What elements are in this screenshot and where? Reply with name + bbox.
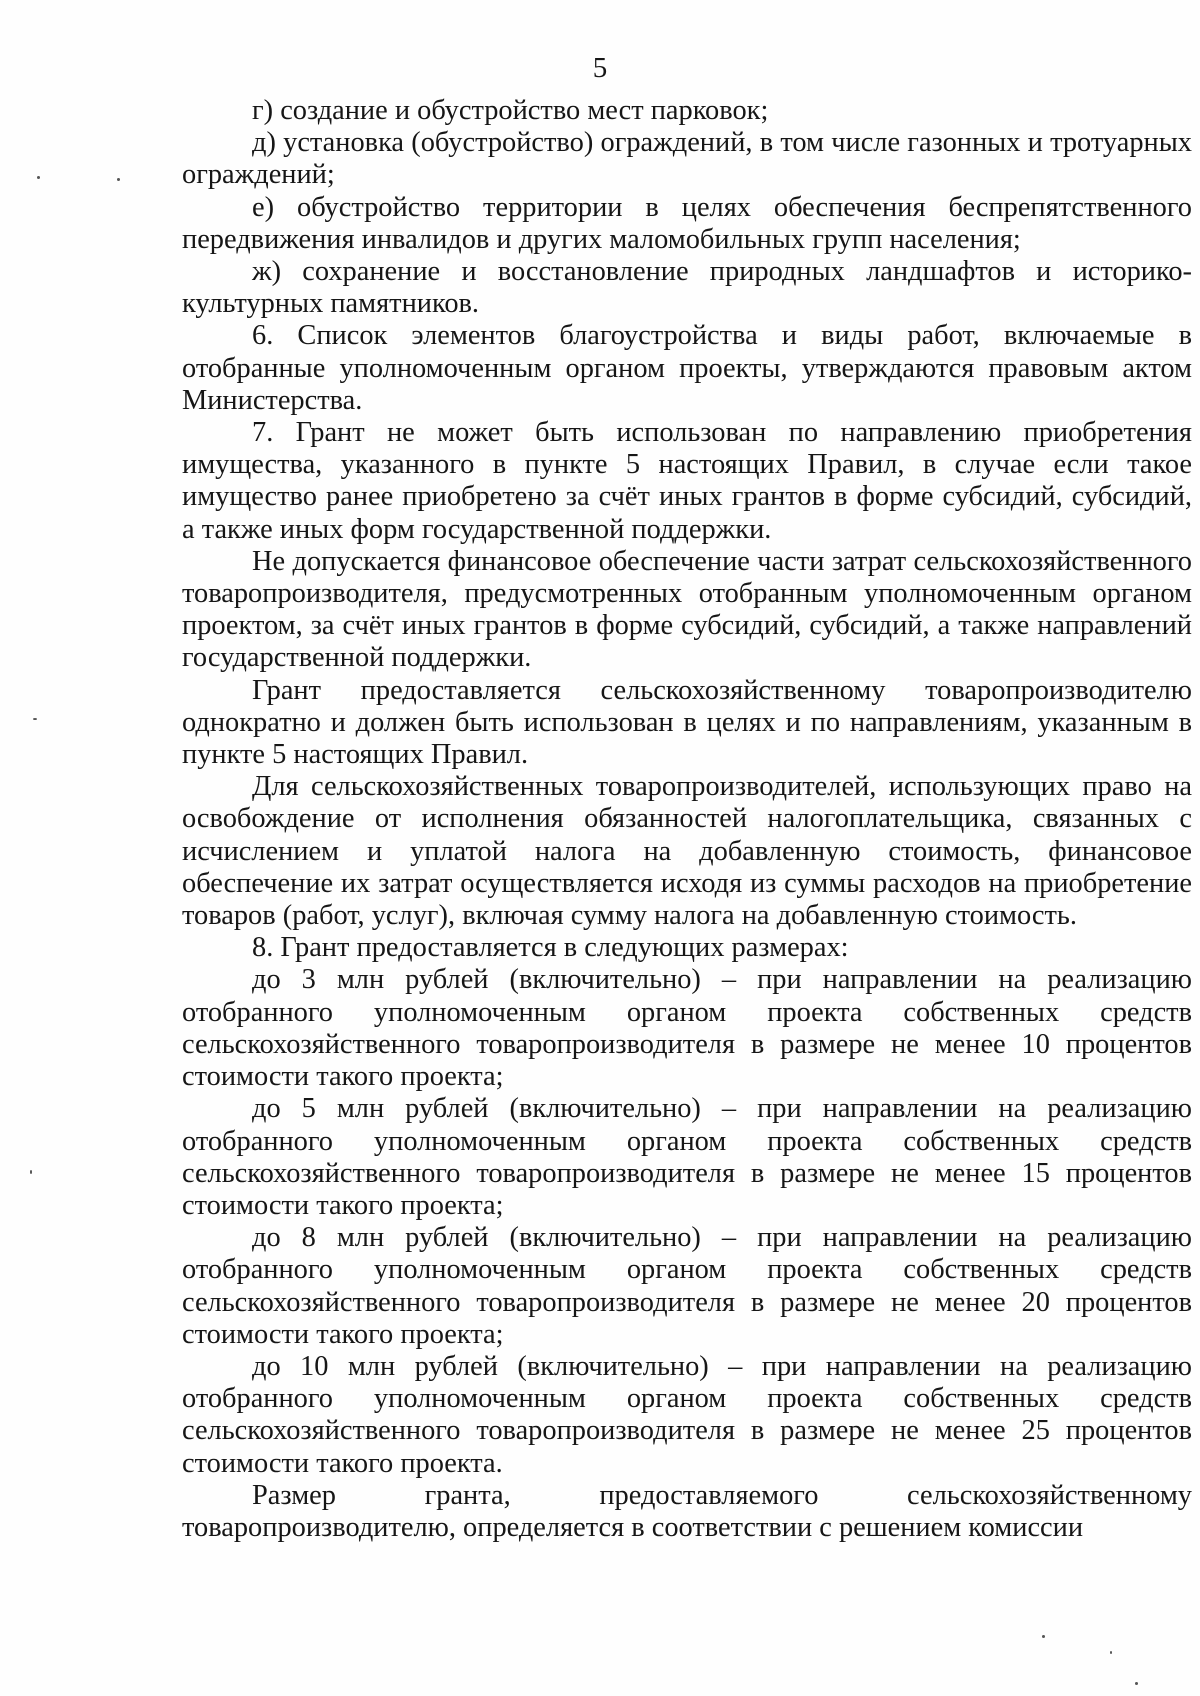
grant-size-5mln: до 5 млн рублей (включительно) – при направлении на реализацию отобранного уполномоченным органом проекта собственных средств сельскохозяйственного товаропроизводителя в размере не менее 15 процентов стоимости такого проекта; [182,1093,1192,1221]
scan-speck [33,718,37,720]
paragraph-d-fences: д) установка (обустройство) ограждений, в том числе газонных и тротуарных ограждений; [182,127,1192,191]
grant-size-8mln: до 8 млн рублей (включительно) – при направлении на реализацию отобранного уполномоченным органом проекта собственных средств сельскохозяйственного товаропроизводителя в размере не менее 20 процентов стоимости такого проекта; [182,1222,1192,1350]
paragraph-6-elements-list: 6. Список элементов благоустройства и виды работ, включаемые в отобранные уполномоченным органом проекты, утверждаются правовым актом Министерства. [182,320,1192,416]
scan-speck [37,176,40,179]
scan-speck [1110,1651,1112,1654]
scan-speck [1042,1635,1045,1638]
scan-speck [30,1170,32,1174]
paragraph-vat-exemption: Для сельскохозяйственных товаропроизводителей, использующих право на освобождение от исполнения обязанностей налогоплательщика, связанных с исчислением и уплатой налога на добавленную стоимость, финансовое обеспечение их затрат осуществляется исходя из суммы расходов на приобретение товаров (работ, услуг), включая сумму налога на добавленную стоимость. [182,771,1192,932]
grant-size-3mln: до 3 млн рублей (включительно) – при направлении на реализацию отобранного уполномоченным органом проекта собственных средств сельскохозяйственного товаропроизводителя в размере не менее 10 процентов стоимости такого проекта; [182,964,1192,1093]
paragraph-grant-once: Грант предоставляется сельскохозяйственному товаропроизводителю однократно и должен быть использован в целях и по направлениям, указанным в пункте 5 настоящих Правил. [182,674,1192,771]
page-number: 5 [592,52,608,84]
paragraph-zh-landscapes: ж) сохранение и восстановление природных ландшафтов и историко-культурных памятников. [182,256,1192,320]
scan-speck [1135,1682,1138,1685]
paragraph-g-parking: г) создание и обустройство мест парковок; [252,95,769,126]
paragraph-grant-amount: Размер гранта, предоставляемого сельскохозяйственному товаропроизводителю, определяется в соответствии с решением комиссии [182,1479,1192,1543]
scan-speck [117,178,120,181]
grant-size-10mln: до 10 млн рублей (включительно) – при направлении на реализацию отобранного уполномоченным органом проекта собственных средств сельскохозяйственного товаропроизводителя в размере не менее 25 процентов стоимости такого проекта. [182,1350,1192,1479]
paragraph-7-grant-restriction: 7. Грант не может быть использован по направлению приобретения имущества, указанного в пункте 5 настоящих Правил, в случае если такое имущество ранее приобретено за счёт иных грантов в форме субсидий, субсидий, а также иных форм государственной поддержки. [182,417,1192,545]
document-body [182,95,1192,1544]
paragraph-no-double-funding: Не допускается финансовое обеспечение части затрат сельскохозяйственного товаропроизводителя, предусмотренных отобранным уполномоченным органом проектом, за счёт иных грантов в форме субсидий, субсидий, а также направлений государственной поддержки. [182,545,1192,674]
paragraph-8-grant-sizes: 8. Грант предоставляется в следующих размерах: [252,932,849,964]
paragraph-e-accessibility: е) обустройство территории в целях обеспечения беспрепятственного передвижения инвалидов и других маломобильных групп населения; [182,191,1192,255]
